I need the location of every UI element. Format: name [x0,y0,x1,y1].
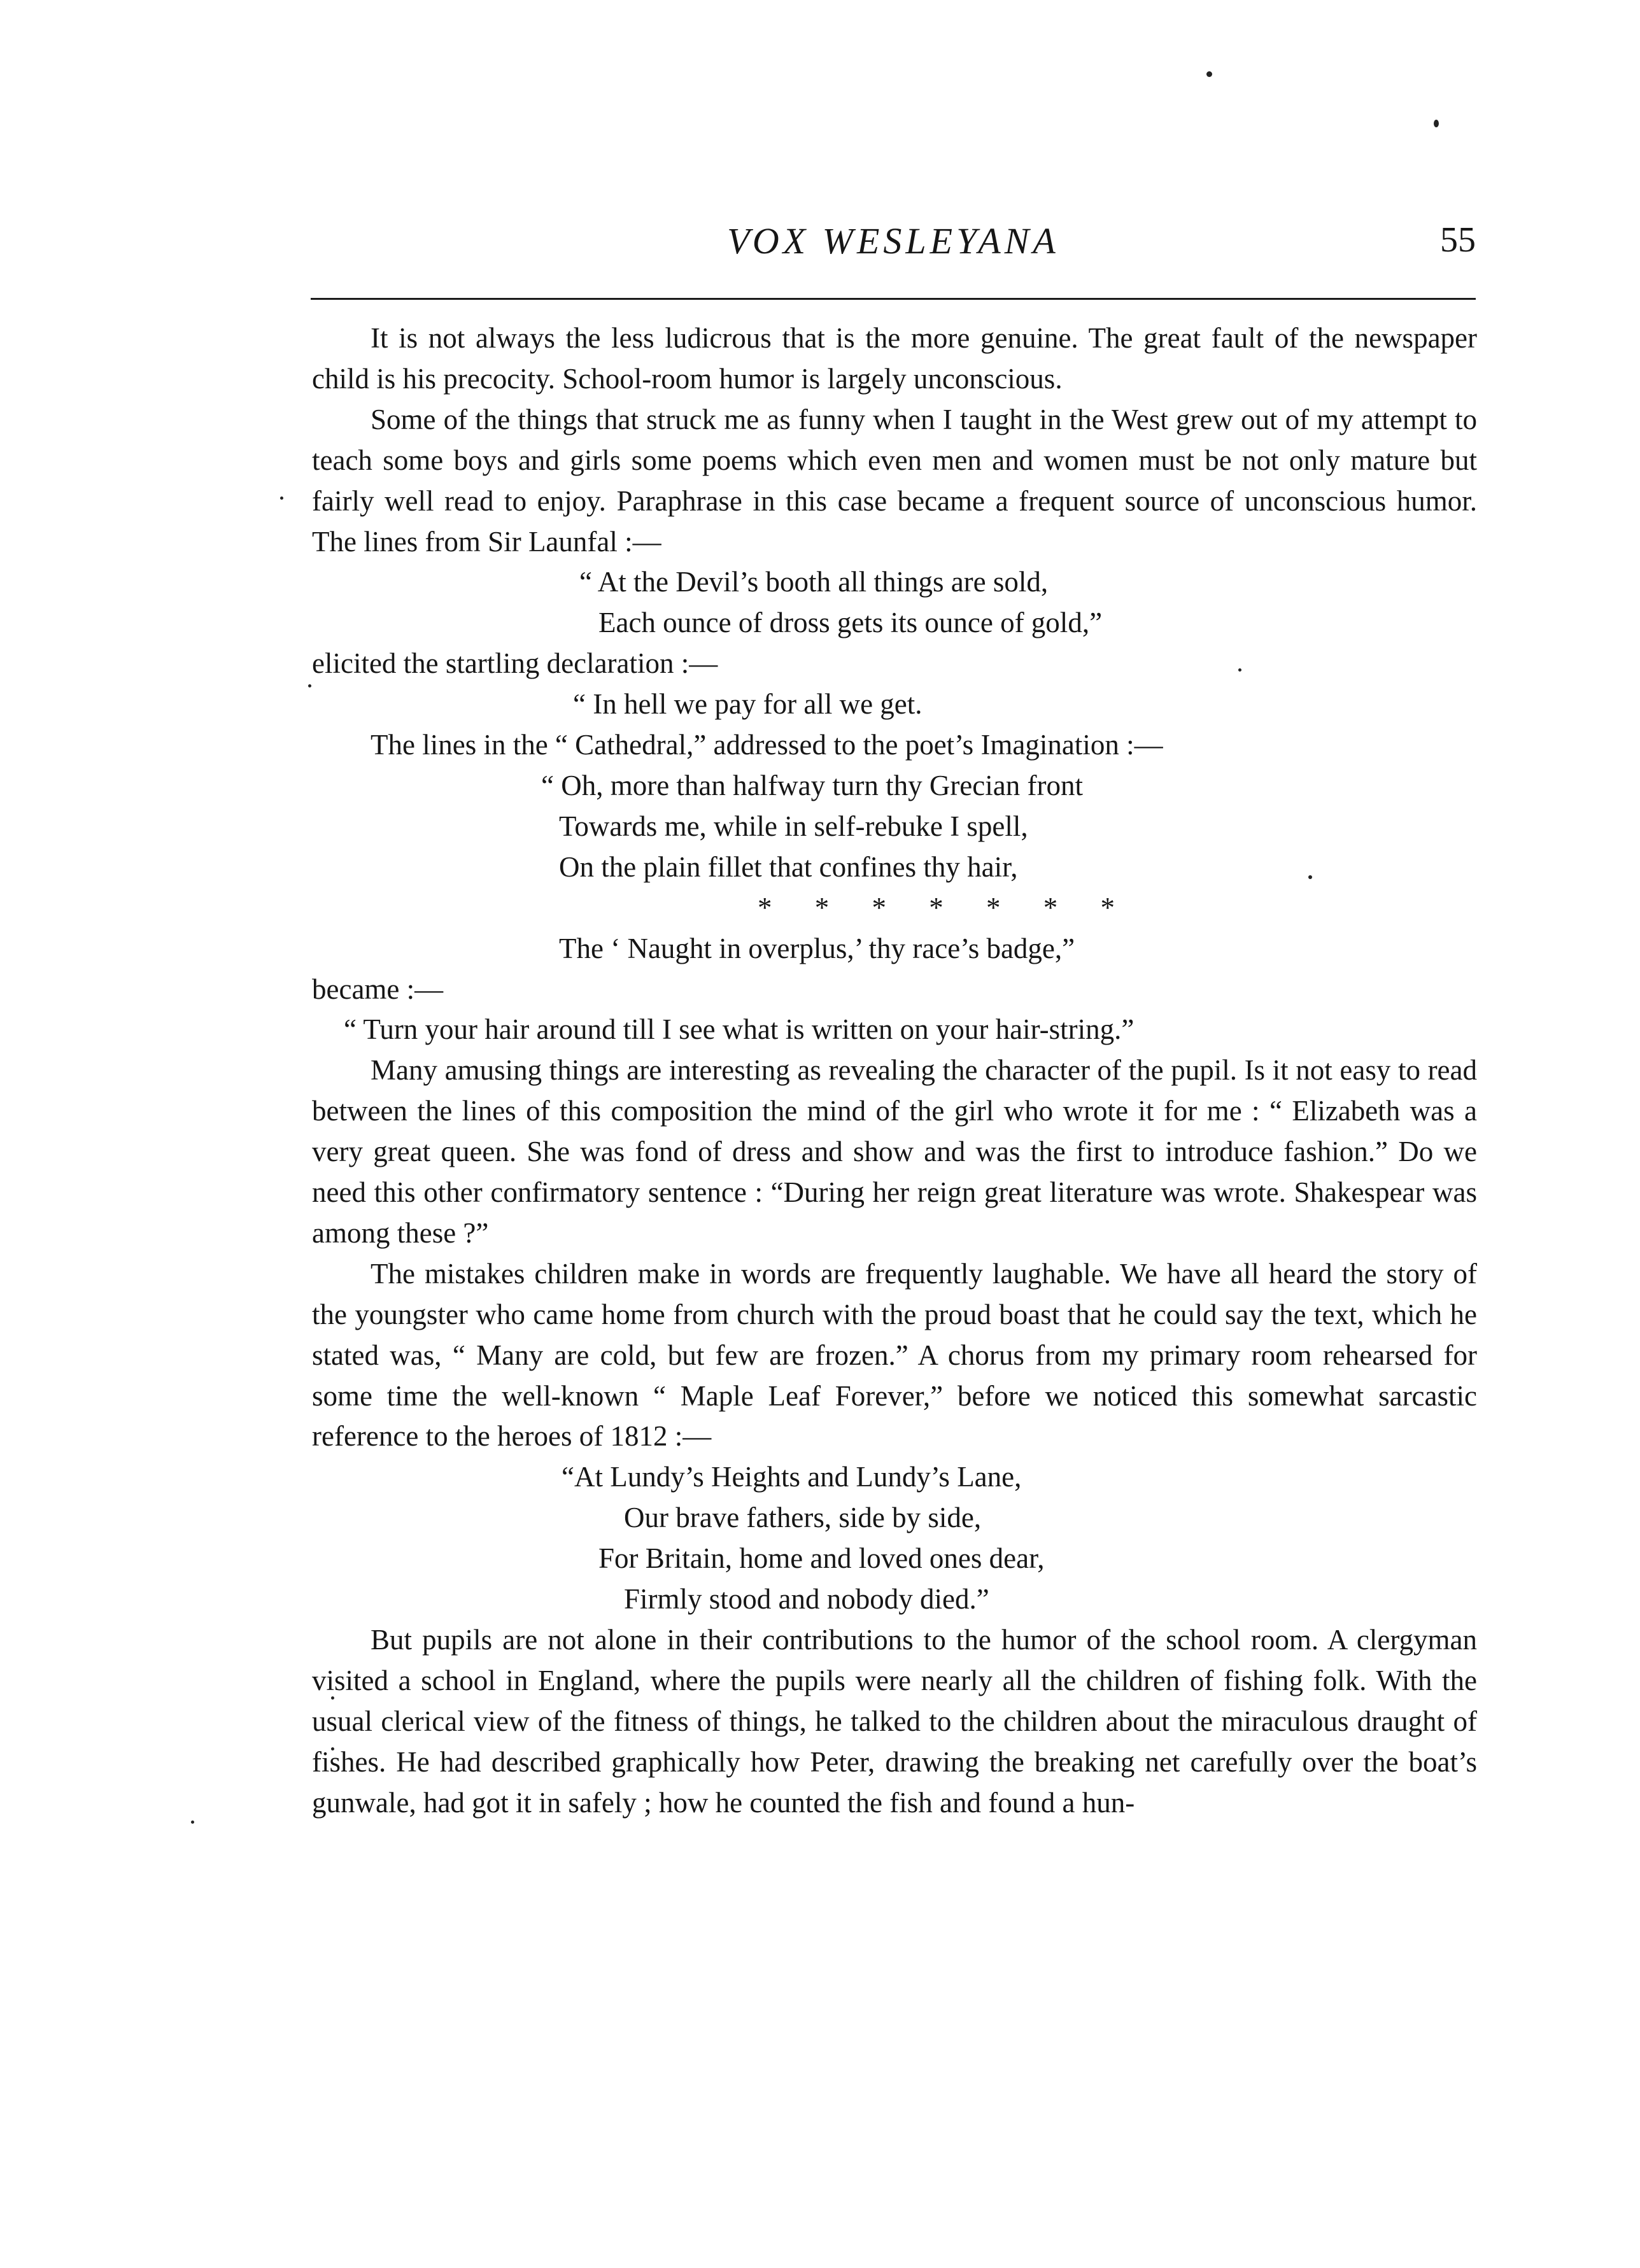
scan-speck [1206,71,1212,77]
paragraph: It is not always the less ludicrous that is the more genuine. The great fault of the newspaper child is his precocity. School-room humor is largely unconscious. [312,322,1477,395]
article-body [312,318,1477,1824]
paragraph: elicited the startling declaration :— [312,647,718,680]
paragraph: But pupils are not alone in their contributions to the humor of the school room. A clergyman visited a school in England, where the pupils were nearly all the children of fishing folk. With the usual clerical view of the fitness of things, he talked to the children about the miraculous draught of fishes. He had described graphically how Peter, drawing the breaking net carefully over the boat’s gunwale, had got it in safely ; how he counted the fish and found a hun- [312,1624,1477,1819]
verse-line: Our brave fathers, side by side, [624,1502,982,1534]
paragraph: Many amusing things are interesting as revealing the character of the pupil. Is it not easy to read between the lines of this composition the mind of the girl who wrote it for me : “ Elizabeth was a very great queen. She was fond of dress and show and was the first to introduce fashion.” Do we need this other confirmatory sentence : “During her reign great literature was wrote. Shakespear was among these ?” [312,1054,1477,1249]
journal-title: VOX WESLEYANA [727,220,1059,262]
verse-line: “ Oh, more than halfway turn thy Grecian front [541,769,1083,801]
paragraph: became :— [312,973,444,1005]
verse-line: “ At the Devil’s booth all things are sold, [579,566,1049,598]
scan-speck [308,684,311,687]
verse-line: “At Lundy’s Heights and Lundy’s Lane, [562,1461,1022,1493]
verse-line: “ In hell we pay for all we get. [573,688,922,721]
ellipsis-stars: * * * * * * * [758,891,1133,924]
scan-speck [191,1821,194,1824]
running-head [311,220,1476,271]
verse-line: The ‘ Naught in overplus,’ thy race’s badge,” [559,932,1075,964]
page-number: 55 [1440,220,1476,260]
header-rule [311,298,1476,300]
verse-line: Towards me, while in self-rebuke I spell, [559,810,1028,842]
verse-line: For Britain, home and loved ones dear, [598,1542,1045,1575]
verse-line: Firmly stood and nobody died.” [624,1583,989,1616]
verse-line: Each ounce of dross gets its ounce of gold,” [598,607,1103,639]
verse-line: “ Turn your hair around till I see what is written on your hair-string.” [344,1013,1135,1046]
paragraph: Some of the things that struck me as funny when I taught in the West grew out of my attempt to teach some boys and girls some poems which even men and women must be not only mature but fairly well read to enjoy. Paraphrase in this case became a frequent source of unconscious humor. The lines from Sir Launfal :— [312,403,1477,558]
scan-speck [1434,120,1439,127]
scan-speck [280,497,283,500]
paragraph: The lines in the “ Cathedral,” addressed to the poet’s Imagination :— [371,729,1163,761]
paragraph: The mistakes children make in words are frequently laughable. We have all heard the story of the youngster who came home from church with the proud boast that he could say the text, which he stated was, “ Many are cold, but few are frozen.” A chorus from my primary room rehearsed for some time the well-known “ Maple Leaf Forever,” before we noticed this somewhat sarcastic reference to the heroes of 1812 :— [312,1257,1477,1453]
verse-line: On the plain fillet that confines thy hair, [559,850,1018,883]
